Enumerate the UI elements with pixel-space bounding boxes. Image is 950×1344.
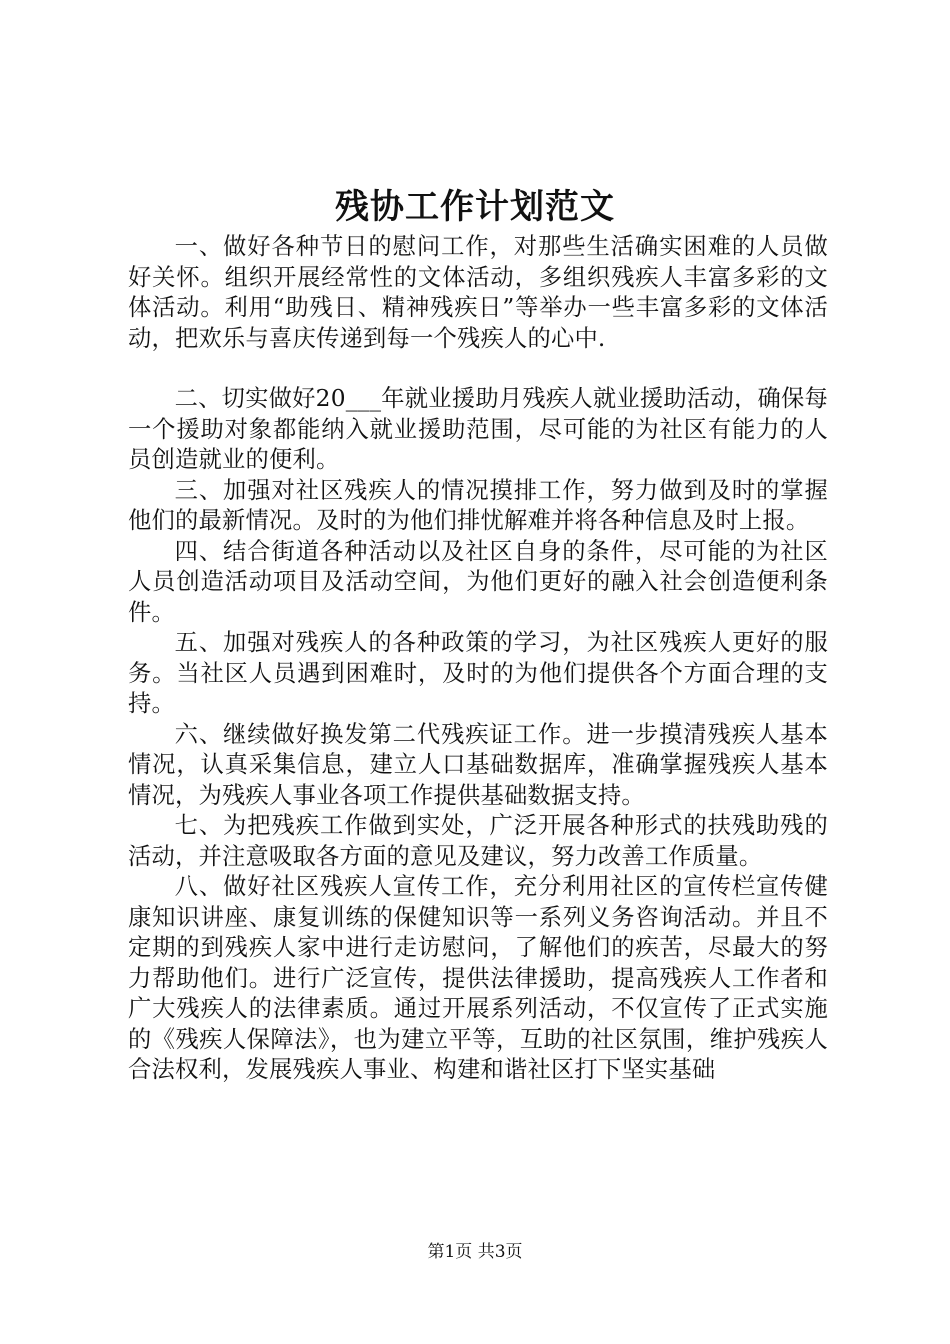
paragraph-3: 三、加强对社区残疾人的情况摸排工作，努力做到及时的掌握他们的最新情况。及时的为他们排忧解难并将各种信息及时上报。 — [128, 476, 828, 534]
paragraph-6: 六、继续做好换发第二代残疾证工作。进一步摸清残疾人基本情况，认真采集信息，建立人口基础数据库，准确掌握残疾人基本情况，为残疾人事业各项工作提供基础数据支持。 — [128, 720, 828, 809]
document-title: 残协工作计划范文 — [335, 187, 615, 227]
paragraph-7: 七、为把残疾工作做到实处，广泛开展各种形式的扶残助残的活动，并注意吸取各方面的意见及建议，努力改善工作质量。 — [128, 812, 828, 870]
document-body — [128, 232, 828, 1086]
paragraph-4: 四、结合街道各种活动以及社区自身的条件，尽可能的为社区人员创造活动项目及活动空间，为他们更好的融入社会创造便利条件。 — [128, 537, 828, 626]
paragraph-1: 一、做好各种节日的慰问工作，对那些生活确实困难的人员做好关怀。组织开展经常性的文体活动，多组织残疾人丰富多彩的文体活动。利用“助残日、精神残疾日”等举办一些丰富多彩的文体活动，把欢乐与喜庆传递到每一个残疾人的心中. — [128, 233, 828, 352]
paragraph-8: 八、做好社区残疾人宣传工作，充分利用社区的宣传栏宣传健康知识讲座、康复训练的保健知识等一系列义务咨询活动。并且不定期的到残疾人家中进行走访慰问，了解他们的疾苦，尽最大的努力帮助他们。进行广泛宣传，提供法律援助，提高残疾人工作者和广大残疾人的法律素质。通过开展系列活动，不仅宣传了正式实施的《残疾人保障法》，也为建立平等，互助的社区氛围，维护残疾人合法权利，发展残疾人事业、构建和谐社区打下坚实基础 — [128, 873, 828, 1083]
paragraph-5: 五、加强对残疾人的各种政策的学习，为社区残疾人更好的服务。当社区人员遇到困难时，及时的为他们提供各个方面合理的支持。 — [128, 629, 828, 717]
paragraph-2: 二、切实做好20___年就业援助月残疾人就业援助活动，确保每一个援助对象都能纳入就业援助范围，尽可能的为社区有能力的人员创造就业的便利。 — [128, 385, 828, 473]
page-number-footer: 第1页 共3页 — [427, 1242, 523, 1262]
